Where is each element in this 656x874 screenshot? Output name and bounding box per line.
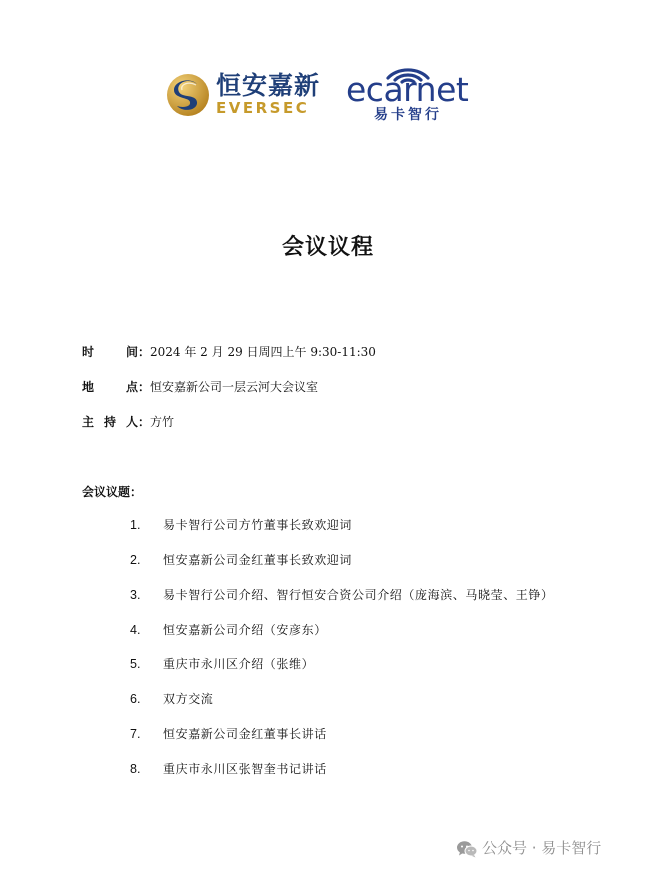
time-colon: ： [138, 345, 151, 359]
list-item [130, 585, 554, 605]
eversec-name-cn: 恒安嘉新 [216, 71, 321, 100]
list-item [130, 689, 213, 709]
topics-heading: 会议议题： [82, 485, 143, 499]
agenda-number: 3. [130, 588, 141, 602]
agenda-number: 2. [130, 553, 141, 567]
place-value: 恒安嘉新公司一层云河大会议室 [150, 380, 319, 394]
agenda-number: 5. [130, 657, 141, 671]
eversec-logo [166, 72, 326, 122]
info-row-place [82, 377, 318, 397]
list-item [130, 724, 327, 744]
host-value: 方竹 [150, 415, 175, 429]
agenda-text: 恒安嘉新公司介绍（安彦东） [163, 623, 327, 637]
agenda-text: 易卡智行公司方竹董事长致欢迎词 [163, 518, 353, 532]
info-row-time [82, 342, 376, 362]
page-title: 会议议程 [281, 234, 374, 260]
agenda-text: 恒安嘉新公司金红董事长致欢迎词 [163, 553, 353, 567]
info-row-host [82, 412, 174, 432]
ecarnet-logo [344, 62, 489, 126]
eversec-emblem-icon [166, 73, 210, 117]
list-item [130, 654, 314, 674]
host-label: 主持人 [82, 415, 138, 429]
list-item [130, 620, 327, 640]
ecarnet-name-cn: 易卡智行 [374, 107, 442, 123]
time-label: 时间 [82, 345, 138, 359]
wechat-watermark [456, 836, 601, 860]
agenda-text: 重庆市永川区张智奎书记讲话 [163, 762, 327, 776]
list-item [130, 515, 352, 535]
agenda-text: 双方交流 [163, 692, 214, 706]
wechat-icon [456, 840, 478, 858]
watermark-text: 公众号 · 易卡智行 [482, 839, 602, 857]
place-colon: ： [138, 380, 151, 394]
agenda-text: 恒安嘉新公司金红董事长讲话 [163, 727, 327, 741]
agenda-number: 8. [130, 762, 141, 776]
ecarnet-wordmark: ecarnet [346, 70, 469, 109]
agenda-text: 重庆市永川区介绍（张维） [163, 657, 315, 671]
host-colon: ： [138, 415, 151, 429]
agenda-number: 6. [130, 692, 141, 706]
agenda-number: 7. [130, 727, 141, 741]
time-value: 2024 年 2 月 29 日周四上午 9:30-11:30 [150, 345, 376, 359]
agenda-number: 4. [130, 623, 141, 637]
agenda-number: 1. [130, 518, 141, 532]
list-item [130, 550, 352, 570]
eversec-name-en: EVERSEC [216, 99, 310, 117]
list-item [130, 759, 327, 779]
place-label: 地点 [82, 380, 138, 394]
agenda-text: 易卡智行公司介绍、智行恒安合资公司介绍（庞海滨、马晓莹、王铮） [163, 588, 554, 602]
